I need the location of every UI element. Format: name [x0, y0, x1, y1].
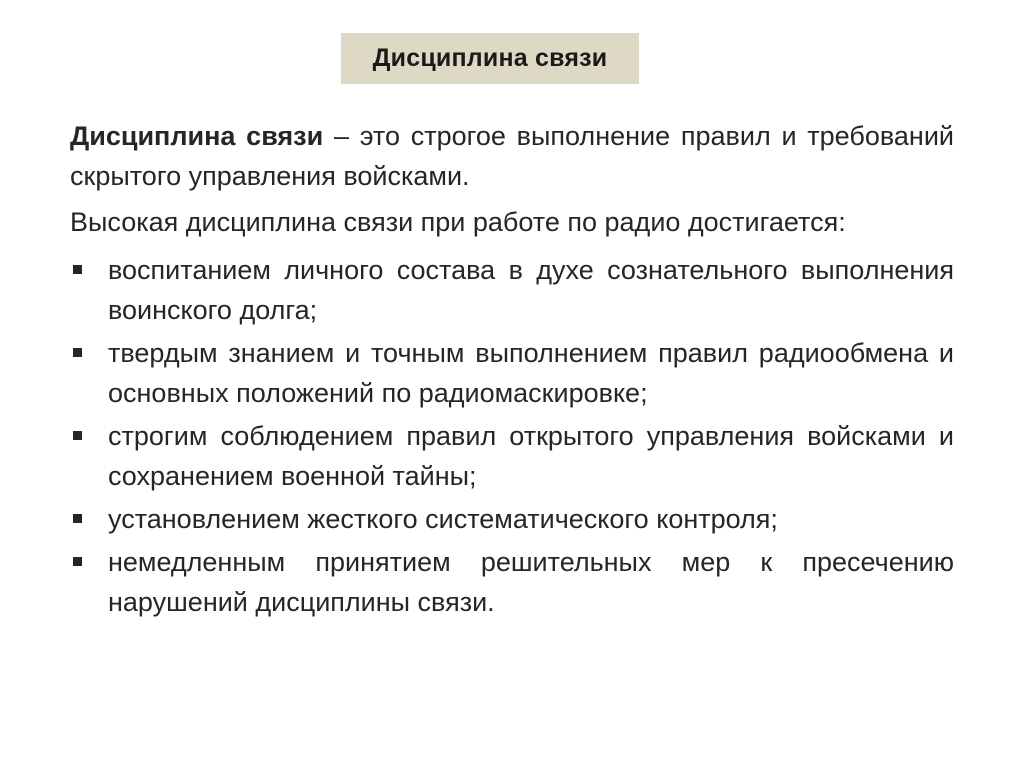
- slide-body: [70, 116, 954, 622]
- bullet-list: [70, 250, 954, 622]
- definition-paragraph: [70, 116, 954, 196]
- list-item: [70, 542, 954, 622]
- list-item-text: воспитанием личного состава в духе сознательного выполнения воинского долга;: [108, 255, 954, 325]
- list-item-text: строгим соблюдением правил открытого управления войсками и сохранением военной тайны;: [108, 421, 954, 491]
- square-bullet-icon: [73, 265, 82, 274]
- square-bullet-icon: [73, 557, 82, 566]
- slide-title: Дисциплина связи: [372, 44, 608, 72]
- list-item-text: немедленным принятием решительных мер к пресечению нарушений дисциплины связи.: [108, 547, 954, 617]
- list-item-text: установлением жесткого систематического контроля;: [108, 504, 778, 534]
- list-item: [70, 416, 954, 496]
- square-bullet-icon: [73, 431, 82, 440]
- title-box: [341, 33, 639, 84]
- definition-text: – это строгое выполнение правил и требований скрытого управления войсками.: [70, 121, 954, 191]
- square-bullet-icon: [73, 348, 82, 357]
- list-item: [70, 499, 954, 539]
- definition-term: Дисциплина связи: [70, 121, 324, 151]
- list-item-text: твердым знанием и точным выполнением правил радиообмена и основных положений по радиомаскировке;: [108, 338, 954, 408]
- square-bullet-icon: [73, 514, 82, 523]
- list-item: [70, 333, 954, 413]
- list-item: [70, 250, 954, 330]
- intro-paragraph: Высокая дисциплина связи при работе по радио достигается:: [70, 207, 846, 237]
